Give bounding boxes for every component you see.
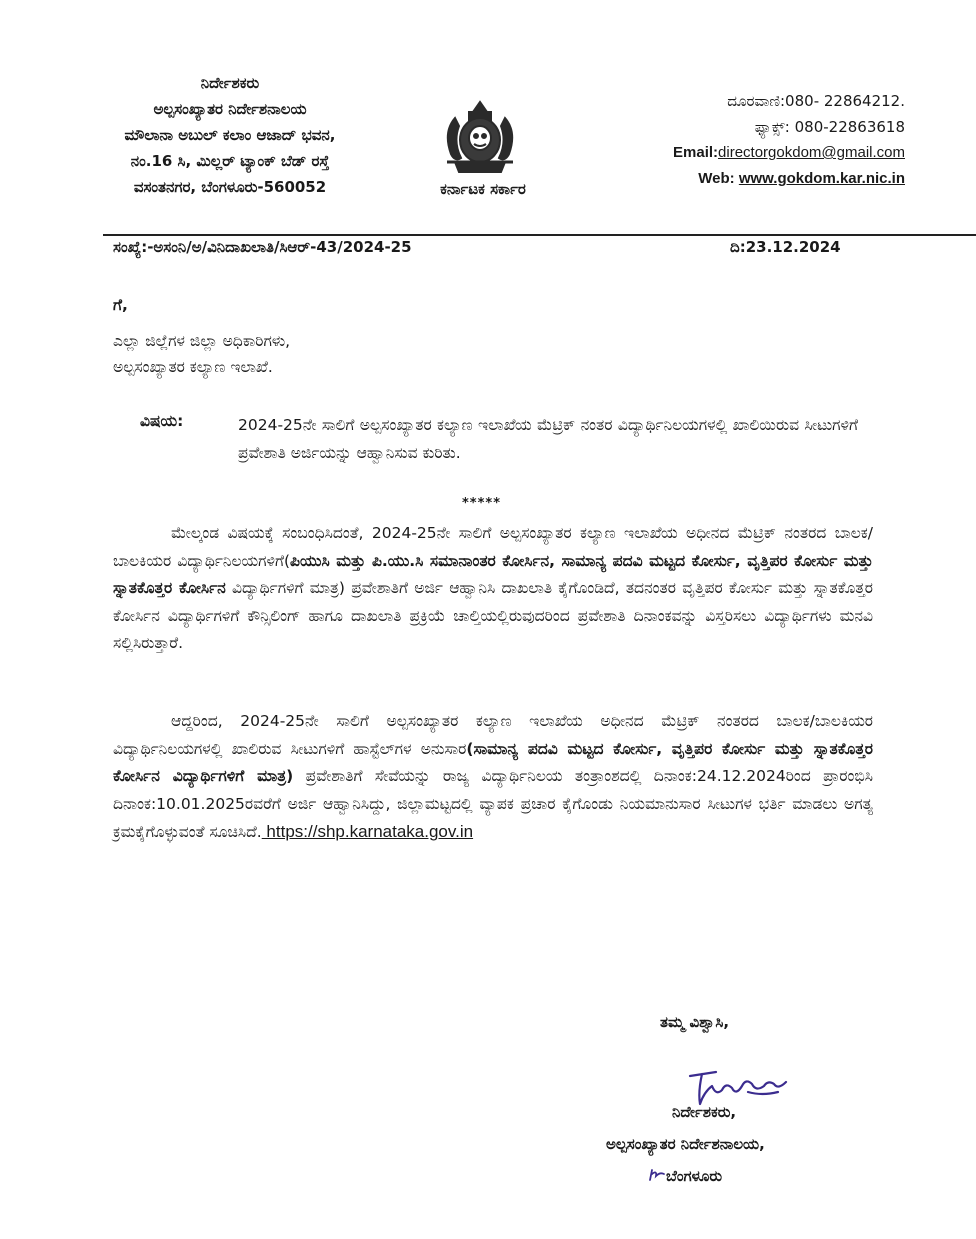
signatory-designation: ನಿರ್ದೇಶಕರು, [672,1103,737,1121]
emblem-caption: ಕರ್ನಾಟಕ ಸರ್ಕಾರ [440,180,526,198]
address-line-building: ಮೌಲಾನಾ ಅಬುಲ್ ಕಲಾಂ ಆಜಾದ್ ಭವನ, [124,126,336,144]
recipient-block [113,292,290,380]
para2-text-c: ಪ್ರವೇಶಾತಿಗೆ ಸೇವೆಯನ್ನು ರಾಜ್ಯ ವಿದ್ಯಾರ್ಥಿನಿಲಯ ತಂತ್ರಾಂಶದಲ್ಲಿ ದಿನಾಂಕ:24.12.2024ರಿಂದ ಪ್ರಾರಂಭಿಸಿ ದಿನಾಂಕ:10.01.2025ರವರೆಗೆ ಅರ್ಜಿ ಆಹ್ವಾನಿಸಿದ್ದು, ಜಿಲ್ಲಾಮಟ್ಟದಲ್ಲಿ ವ್ಯಾಪಕ ಪ್ರಚಾರ ಕೈಗೊಂಡು ನಿಯಮಾನುಸಾರ ಸೀಟುಗಳ ಭರ್ತಿ ಮಾಡಲು ಅಗತ್ಯ ಕ್ರಮಕೈಗೊಳ್ಳುವಂತೆ ಸೂಚಿಸಿದೆ. [113,767,873,841]
body-paragraph-2 [113,708,873,847]
fax-number: ಫ್ಯಾಕ್ಸ್: 080-22863618 [754,118,905,136]
office-address [40,70,420,200]
web-label: Web: [698,170,739,187]
web-link[interactable]: www.gokdom.kar.nic.in [738,170,905,187]
email-link[interactable]: directorgokdom@gmail.com [718,144,905,161]
karnataka-emblem-icon [425,98,535,178]
closing-regards: ತಮ್ಮ ವಿಶ್ವಾಸಿ, [660,1013,730,1031]
letter-date: ದಿ:23.12.2024 [730,238,841,256]
address-line-designation: ನಿರ್ದೇಶಕರು [200,74,260,92]
body-paragraph-1 [113,520,873,658]
para1-text-bold: ಪಿಯುಸಿ ಮತ್ತು ಪಿ.ಯು.ಸಿ ಸಮಾನಾಂತರ ಕೋರ್ಸಿನ, ಸಾಮಾನ್ಯ ಪದವಿ ಮಟ್ಟದ ಕೋರ್ಸು, ವೃತ್ತಿಪರ ಕೋರ್ಸು ಮತ್ತು ಸ್ನಾತಕೊತ್ತರ ಕೋರ್ಸಿನ [113,551,873,597]
signatory-block [606,1098,765,1190]
subject-label: ವಿಷಯ: [140,412,184,430]
address-line-city: ವಸಂತನಗರ, ಬೆಂಗಳೂರು-560052 [133,178,327,196]
portal-link[interactable]: https://shp.karnataka.gov.in [261,822,474,841]
subject-text: 2024-25ನೇ ಸಾಲಿಗೆ ಅಲ್ಪಸಂಖ್ಯಾತರ ಕಲ್ಯಾಣ ಇಲಾಖೆಯ ಮೆಟ್ರಿಕ್ ನಂತರ ವಿದ್ಯಾರ್ಥಿನಿಲಯಗಳಲ್ಲಿ ಖಾಲಿಯಿರುವ ಸೀಟುಗಳಿಗೆ ಪ್ರವೇಶಾತಿ ಅರ್ಜಿಯನ್ನು ಆಹ್ವಾನಿಸುವ ಕುರಿತು. [238,416,858,462]
para1-text-c: ವಿದ್ಯಾರ್ಥಿಗಳಿಗೆ ಮಾತ್ರ) ಪ್ರವೇಶಾತಿಗೆ ಅರ್ಜಿ ಆಹ್ವಾನಿಸಿ ದಾಖಲಾತಿ ಕೈಗೊಂಡಿದೆ, ತದನಂತರ ವೃತ್ತಿಪರ ಕೋರ್ಸು ಮತ್ತು ಸ್ನಾತಕೊತ್ತರ ಕೋರ್ಸಿನ ವಿದ್ಯಾರ್ಥಿಗಳಿಗೆ ಕೌನ್ಸಿಲಿಂಗ್ ಹಾಗೂ ದಾಖಲಾತಿ ಪ್ರಕ್ರಿಯೆ ಚಾಲ್ತಿಯಲ್ಲಿರುವುದರಿಂದ ಪ್ರವೇಶಾತಿ ದಿನಾಂಕವನ್ನು ವಿಸ್ತರಿಸಲು ವಿದ್ಯಾರ್ಥಿಗಳು ಮನವಿ ಸಲ್ಲಿಸಿರುತ್ತಾರೆ. [113,579,873,652]
signatory-city: ಬೆಂಗಳೂರು [666,1167,723,1185]
state-emblem [425,98,535,178]
header-divider [103,234,976,236]
reference-number: ಸಂಖ್ಯೆ:-ಅಸಂನಿ/ಅ/ವಿನಿದಾಖಲಾತಿ/ಸಿಆರ್-43/2024-25 [113,238,412,256]
web-row [560,166,905,192]
signatory-city-row [606,1162,765,1190]
address-line-office: ಅಲ್ಪಸಂಖ್ಯಾತರ ನಿರ್ದೇಶನಾಲಯ [153,100,307,118]
para2-text-bold: (ಸಾಮಾನ್ಯ ಪದವಿ ಮಟ್ಟದ ಕೋರ್ಸು, ವೃತ್ತಿಪರ ಕೋರ್ಸು ಮತ್ತು ಸ್ನಾತಕೊತ್ತರ ಕೋರ್ಸಿನ ವಿದ್ಯಾರ್ಥಿಗಳಿಗೆ ಮಾತ್ರ) [113,739,873,785]
contact-details [560,88,905,192]
email-row [560,140,905,166]
phone-number: ದೂರವಾಣಿ:080- 22864212. [727,92,905,110]
recipient-line-1: ಎಲ್ಲಾ ಜಿಲ್ಲೆಗಳ ಜಿಲ್ಲಾ ಅಧಿಕಾರಿಗಳು, [113,332,291,350]
signatory-office: ಅಲ್ಪಸಂಖ್ಯಾತರ ನಿರ್ದೇಶನಾಲಯ, [606,1135,765,1153]
para1-text-a: ಮೇಲ್ಕಂಡ ವಿಷಯಕ್ಕೆ ಸಂಬಂಧಿಸಿದಂತೆ, 2024-25ನೇ ಸಾಲಿಗೆ ಅಲ್ಪಸಂಖ್ಯಾತರ ಕಲ್ಯಾಣ ಇಲಾಖೆಯ ಅಧೀನದ ಮೆಟ್ರಿಕ್ ನಂತರದ ಬಾಲಕ/ಬಾಲಕಿಯರ ವಿದ್ಯಾರ್ಥಿನಿಲಯಗಳಿಗೆ( [113,524,873,570]
email-label: Email: [673,144,719,161]
address-line-street: ನಂ.16 ಸಿ, ಮಿಲ್ಲರ್ ಟ್ಯಾಂಕ್ ಬೆಡ್ ರಸ್ತೆ [130,152,330,170]
separator: ***** [462,496,501,511]
initial-mark-icon [648,1168,666,1182]
para2-text-a: ಆದ್ದರಿಂದ, 2024-25ನೇ ಸಾಲಿಗೆ ಅಲ್ಪಸಂಖ್ಯಾತರ ಕಲ್ಯಾಣ ಇಲಾಖೆಯ ಅಧೀನದ ಮೆಟ್ರಿಕ್ ನಂತರದ ಬಾಲಕ/ಬಾಲಕಿಯರ ವಿದ್ಯಾರ್ಥಿನಿಲಯಗಳಲ್ಲಿ ಖಾಲಿರುವ ಸೀಟುಗಳಿಗೆ ಹಾಸ್ಟೆಲ್‌ಗಳ ಅನುಸಾರ [113,712,873,758]
salutation: ಗೆ, [113,296,128,314]
recipient-line-2: ಅಲ್ಪಸಂಖ್ಯಾತರ ಕಲ್ಯಾಣ ಇಲಾಖೆ. [113,358,273,376]
